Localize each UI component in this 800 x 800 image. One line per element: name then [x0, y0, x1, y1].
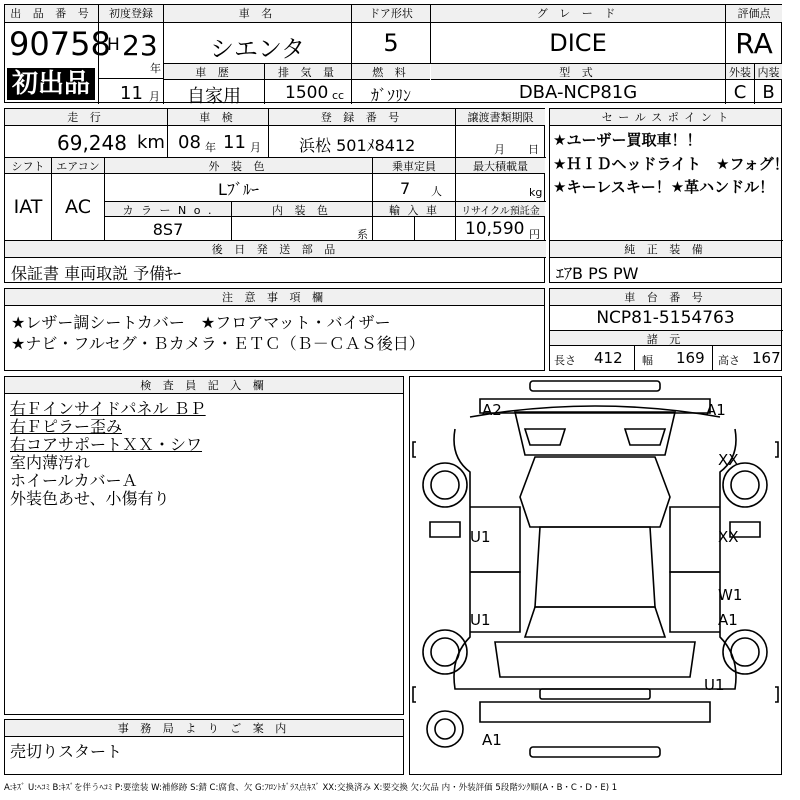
transfer-day-unit: 日 — [528, 143, 539, 156]
displacement-label: 排 気 量 — [265, 64, 351, 80]
inspector-line-4: 室内薄汚れ — [10, 453, 91, 472]
mark-xx-right-front: XX — [718, 451, 739, 469]
note-line-2: ★ナビ・フルセグ・Ｂカメラ・ＥＴＣ（Ｂ－ＣＡＳ後日） — [11, 334, 425, 353]
plate-label: 登 録 番 号 — [269, 109, 455, 126]
reg-era: H — [107, 35, 120, 55]
legend-text: A:ｷｽﾞ U:ﾍｺﾐ B:ｷｽﾞを伴うﾍｺﾐ P:要塗装 W:補修跡 S:錆 C:腐食、欠 G:ﾌﾛﾝﾄｶﾞﾗｽ点ｷｽﾞ XX:交換済み X:要交換 欠:欠品 内・外装評価 5段階ﾗﾝｸ順(A・B・C・D・E) 1 — [4, 783, 618, 793]
mark-a1-front: A1 — [706, 401, 726, 419]
lot-number-label: 出 品 番 号 — [5, 5, 98, 23]
inspector-line-5: ホイールカバーＡ — [10, 471, 138, 490]
import-label: 輸 入 車 — [373, 202, 455, 217]
ext-grade-value: C — [733, 82, 747, 103]
mileage-label: 走 行 — [5, 109, 167, 126]
mark-u1-right-rear: U1 — [704, 676, 725, 694]
plate-value: 浜松 501ﾒ8412 — [299, 136, 416, 155]
grade-label: グ レ ー ド — [431, 5, 725, 23]
inspection-year: 08 — [178, 132, 201, 153]
mark-u1-left-front: U1 — [470, 528, 491, 546]
sales-points-box — [549, 108, 789, 283]
mileage-value: 69,248 — [57, 131, 127, 155]
recycle-label: リサイクル預託金 — [456, 202, 545, 217]
interior-color-label: 内 装 色 — [232, 202, 372, 217]
reg-month: 11 — [120, 83, 143, 104]
model-value: DBA-NCP81G — [518, 82, 638, 103]
max-load-label: 最大積載量 — [456, 158, 545, 174]
max-load-unit: kg — [529, 186, 543, 199]
chassis-number: NCP81-5154763 — [596, 308, 735, 328]
transfer-deadline-label: 譲渡書類期限 — [456, 109, 545, 126]
score-label: 評価点 — [726, 5, 782, 23]
car-diagram-box — [409, 376, 782, 775]
color-no-label: カ ラ ー N o . — [105, 202, 231, 217]
notes-label: 注 意 事 項 欄 — [5, 289, 544, 306]
color-no-value: 8S7 — [152, 220, 184, 239]
mark-a1-right: A1 — [718, 611, 738, 629]
chassis-label: 車 台 番 号 — [550, 289, 781, 306]
after-parts-text: 保証書 車両取説 予備ｷｰ — [11, 264, 182, 283]
aircon-value: AC — [65, 196, 91, 218]
reg-year-unit: 年 — [150, 62, 161, 75]
displacement-unit: cc — [332, 89, 345, 102]
fuel-label: 燃 料 — [352, 64, 430, 80]
after-parts-label: 後 日 発 送 部 品 — [5, 241, 546, 258]
length-value: 412 — [594, 349, 623, 367]
width-value: 169 — [676, 349, 705, 367]
vehicle-details-box — [4, 108, 545, 283]
aircon-label: エアコン — [52, 158, 104, 174]
interior-color-unit: 系 — [357, 228, 368, 241]
first-reg-label: 初度登録 — [99, 5, 163, 23]
mark-a1-rear: A1 — [482, 731, 502, 749]
chassis-box — [549, 288, 782, 371]
recycle-value: 10,590 — [465, 219, 525, 239]
transfer-month-unit: 月 — [494, 143, 505, 156]
score-value: RA — [735, 27, 773, 60]
mark-w1-right: W1 — [718, 586, 743, 604]
office-label: 事 務 局 よ り ご 案 内 — [5, 720, 403, 737]
inspection-year-unit: 年 — [205, 141, 216, 154]
fuel-value: ｶﾞｿﾘﾝ — [370, 86, 411, 105]
height-value: 167 — [752, 349, 781, 367]
car-diagram — [410, 377, 781, 774]
recycle-unit: 円 — [529, 228, 540, 241]
exterior-color-label: 外 装 色 — [105, 158, 372, 174]
exterior-color-value: Lﾌﾞﾙｰ — [218, 180, 259, 199]
inspector-line-2: 右Ｆピラー歪み — [10, 417, 123, 436]
equipment-text: ｴｱB PS PW — [556, 264, 639, 283]
note-line-1: ★レザー調シートカバー ★フロアマット・バイザー — [11, 313, 391, 332]
notes-box — [4, 288, 545, 371]
history-value: 自家用 — [187, 86, 241, 107]
car-name: シエンタ — [209, 35, 306, 63]
inspector-line-6: 外装色あせ、小傷有り — [10, 489, 170, 508]
door-value: 5 — [383, 29, 399, 57]
car-name-label: 車 名 — [164, 5, 351, 23]
inspection-month-unit: 月 — [250, 141, 261, 154]
mileage-unit: km — [137, 132, 165, 153]
capacity-label: 乗車定員 — [373, 158, 455, 174]
sales-point-3: ★キーレスキー！★革ハンドル！ — [553, 178, 775, 196]
inspector-line-1: 右Ｆインサイドパネル ＢＰ — [10, 399, 206, 418]
sales-point-1: ★ユーザー買取車！！ — [553, 131, 702, 149]
mark-a2: A2 — [482, 401, 502, 419]
equipment-label: 純 正 装 備 — [550, 241, 781, 258]
displacement-value: 1500 — [285, 83, 329, 103]
grade-value: DICE — [549, 29, 607, 57]
inspector-label: 検 査 員 記 入 欄 — [5, 377, 403, 394]
reg-month-unit: 月 — [149, 90, 160, 103]
mark-u1-left-rear: U1 — [470, 611, 491, 629]
inspection-month: 11 — [223, 132, 246, 153]
shift-label: シフト — [5, 158, 51, 174]
mark-xx-right-mid: XX — [718, 528, 739, 546]
inspection-label: 車 検 — [168, 109, 268, 126]
top-info-box — [4, 4, 782, 107]
lot-number: 90758 — [9, 25, 111, 63]
width-label: 幅 — [642, 354, 653, 367]
office-box — [4, 719, 404, 775]
capacity-value: 7 — [400, 179, 411, 198]
length-label: 長さ — [554, 354, 576, 367]
sales-points-label: セ ー ル ス ポ イ ン ト — [550, 109, 781, 126]
first-listing-badge: 初出品 — [7, 68, 95, 100]
sales-point-2: ★ＨＩＤヘッドライト ★フォグ！ — [553, 155, 789, 173]
inspector-line-3: 右コアサポートＸＸ・シワ — [10, 435, 203, 454]
model-label: 型 式 — [431, 64, 725, 80]
inspector-box — [4, 376, 404, 715]
ext-grade-label: 外装 — [726, 64, 754, 80]
history-label: 車 歴 — [164, 64, 264, 80]
int-grade-label: 内装 — [755, 64, 782, 80]
door-label: ドア形状 — [352, 5, 430, 23]
height-label: 高さ — [718, 354, 740, 367]
reg-year: 23 — [122, 29, 158, 62]
capacity-unit: 人 — [431, 185, 442, 198]
int-grade-value: B — [762, 82, 775, 103]
shift-value: IAT — [13, 196, 43, 218]
office-text: 売切りスタート — [10, 742, 123, 761]
specs-label: 諸 元 — [550, 331, 781, 346]
